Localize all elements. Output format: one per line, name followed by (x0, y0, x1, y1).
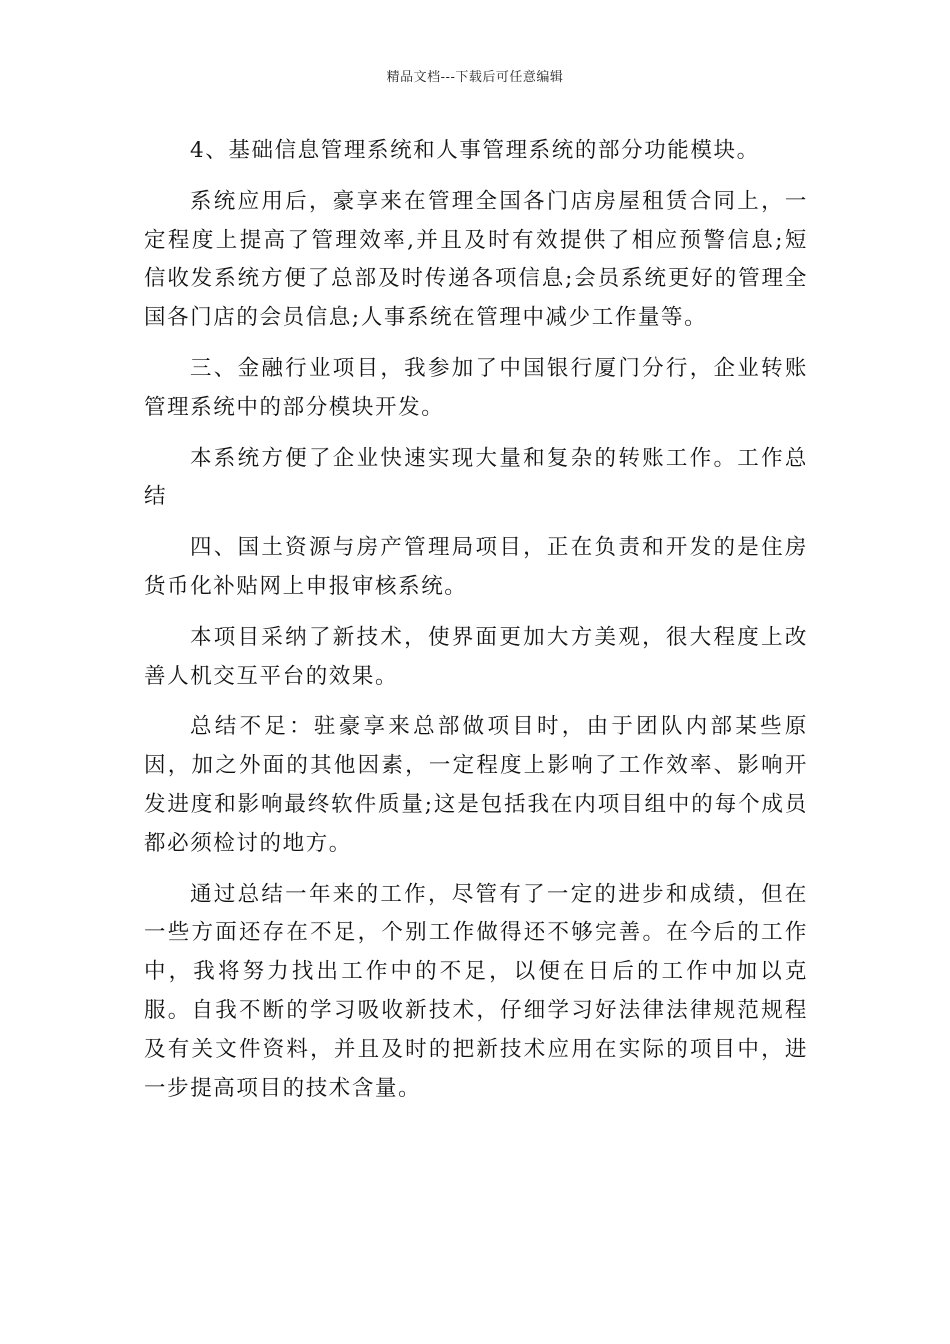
paragraph-new-technology: 本项目采纳了新技术，使界面更加大方美观，很大程度上改善人机交互平台的效果。 (144, 624, 808, 689)
paragraph-shortcomings: 总结不足：驻豪享来总部做项目时，由于团队内部某些原因，加之外面的其他因素，一定程度上影响了工作效率、影响开发进度和影响最终软件质量;这是包括我在内项目组中的每个成员都必须检讨的地方。 (144, 714, 808, 856)
paragraph-future-plan: 通过总结一年来的工作，尽管有了一定的进步和成绩，但在一些方面还存在不足，个别工作做得还不够完善。在今后的工作中，我将努力找出工作中的不足，以便在日后的工作中加以克服。自我不断的学习吸收新技术，仔细学习好法律法律规范规程及有关文件资料，并且及时的把新技术应用在实际的项目中，进一步提高项目的技术含量。 (144, 881, 808, 1101)
paragraph-land-resources-project: 四、国土资源与房产管理局项目，正在负责和开发的是住房货币化补贴网上申报审核系统。 (144, 535, 808, 599)
page-header: 精品文档---下载后可任意编辑 (386, 70, 564, 85)
paragraph-system-benefits: 系统应用后，豪享来在管理全国各门店房屋租赁合同上，一定程度上提高了管理效率,并且及时有效提供了相应预警信息;短信收发系统方便了总部及时传递各项信息;会员系统更好的管理全国各门店的会员信息;人事系统在管理中减少工作量等。 (144, 188, 808, 331)
paragraph-transfer-system: 本系统方便了企业快速实现大量和复杂的转账工作。工作总结 (144, 445, 808, 510)
paragraph-modules: 4、基础信息管理系统和人事管理系统的部分功能模块。 (190, 138, 760, 163)
paragraph-finance-project: 三、金融行业项目，我参加了中国银行厦门分行，企业转账管理系统中的部分模块开发。 (144, 355, 808, 420)
document-body (144, 132, 808, 1120)
